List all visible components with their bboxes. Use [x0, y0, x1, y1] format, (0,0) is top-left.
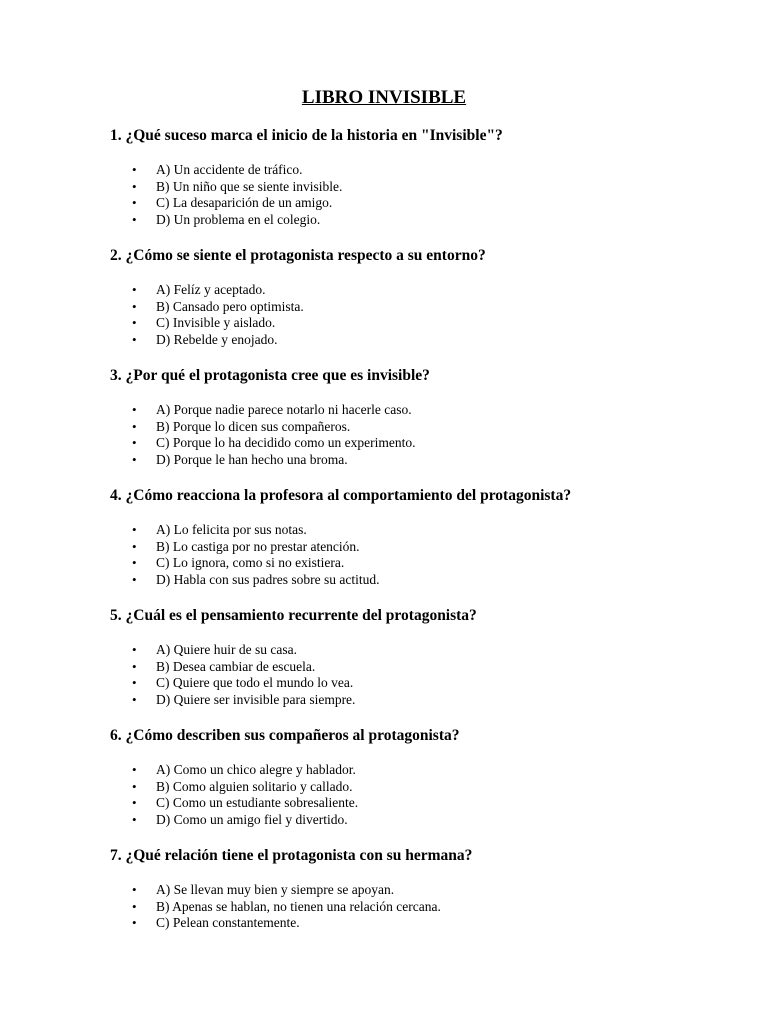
option-item: • D) Habla con sus padres sobre su actitud. [132, 572, 380, 588]
option-item: • B) Cansado pero optimista. [132, 298, 304, 314]
bullet-icon: • [132, 522, 137, 537]
question-text: 7. ¿Qué relación tiene el protagonista con su hermana? [110, 847, 473, 864]
bullet-icon: • [132, 555, 137, 571]
option-list [132, 162, 342, 229]
option-item: • C) Invisible y aislado. [132, 315, 276, 331]
option-item: • B) Desea cambiar de escuela. [132, 658, 316, 674]
page-title: LIBRO INVISIBLE [301, 87, 467, 108]
option-item: • D) Rebelde y enojado. [132, 332, 278, 348]
bullet-icon: • [132, 178, 137, 194]
bullet-icon: • [132, 195, 137, 211]
question-1 [110, 126, 503, 228]
bullet-icon: • [132, 778, 137, 794]
option-item: • C) Quiere que todo el mundo lo vea. [132, 675, 354, 691]
bullet-icon: • [132, 915, 137, 931]
bullet-icon: • [132, 452, 137, 468]
option-item: • A) Como un chico alegre y hablador. [132, 762, 356, 777]
option-item: • B) Porque lo dicen sus compañeros. [132, 418, 351, 434]
option-list [132, 762, 358, 829]
option-item: • C) La desaparición de un amigo. [132, 195, 333, 211]
option-item: • B) Lo castiga por no prestar atención. [132, 538, 360, 554]
bullet-icon: • [132, 572, 137, 588]
question-text: 5. ¿Cuál es el pensamiento recurrente del protagonista? [110, 607, 477, 624]
option-list [132, 522, 379, 589]
question-3 [110, 366, 430, 468]
question-text: 6. ¿Cómo describen sus compañeros al protagonista? [110, 727, 460, 744]
option-item: • B) Como alguien solitario y callado. [132, 778, 353, 794]
option-list [132, 642, 355, 709]
option-item: • D) Quiere ser invisible para siempre. [132, 692, 356, 708]
option-item: • A) Se llevan muy bien y siempre se apoyan. [132, 882, 395, 897]
option-item: • C) Porque lo ha decidido como un experimento. [132, 435, 416, 451]
bullet-icon: • [132, 812, 137, 828]
bullet-icon: • [132, 435, 137, 451]
bullet-icon: • [132, 418, 137, 434]
bullet-icon: • [132, 675, 137, 691]
question-5 [110, 606, 477, 708]
bullet-icon: • [132, 402, 137, 417]
option-item: • B) Apenas se hablan, no tienen una relación cercana. [132, 898, 441, 914]
option-item: • D) Porque le han hecho una broma. [132, 452, 348, 468]
question-2 [110, 246, 486, 348]
option-item: • A) Porque nadie parece notarlo ni hacerle caso. [132, 402, 412, 417]
bullet-icon: • [132, 898, 137, 914]
bullet-icon: • [132, 882, 137, 897]
question-4 [110, 486, 572, 588]
option-item: • A) Quiere huir de su casa. [132, 642, 297, 657]
option-list [132, 402, 415, 469]
question-text: 1. ¿Qué suceso marca el inicio de la historia en "Invisible"? [110, 127, 503, 144]
question-text: 3. ¿Por qué el protagonista cree que es invisible? [110, 367, 430, 384]
bullet-icon: • [132, 212, 137, 228]
option-item: • A) Felíz y aceptado. [132, 282, 266, 297]
bullet-icon: • [132, 332, 137, 348]
option-item: • C) Lo ignora, como si no existiera. [132, 555, 345, 571]
bullet-icon: • [132, 658, 137, 674]
option-item: • C) Como un estudiante sobresaliente. [132, 795, 359, 811]
option-item: • D) Un problema en el colegio. [132, 212, 321, 228]
bullet-icon: • [132, 762, 137, 777]
bullet-icon: • [132, 538, 137, 554]
bullet-icon: • [132, 642, 137, 657]
option-item: • B) Un niño que se siente invisible. [132, 178, 343, 194]
option-list [132, 282, 304, 349]
option-item: • A) Lo felicita por sus notas. [132, 522, 307, 537]
question-text: 4. ¿Cómo reacciona la profesora al comportamiento del protagonista? [110, 487, 572, 504]
option-item: • D) Como un amigo fiel y divertido. [132, 812, 348, 828]
question-text: 2. ¿Cómo se siente el protagonista respecto a su entorno? [110, 247, 486, 264]
bullet-icon: • [132, 692, 137, 708]
bullet-icon: • [132, 298, 137, 314]
question-7 [110, 846, 473, 931]
bullet-icon: • [132, 162, 137, 177]
bullet-icon: • [132, 282, 137, 297]
question-6 [110, 726, 460, 828]
bullet-icon: • [132, 795, 137, 811]
option-list [132, 882, 441, 932]
option-item: • A) Un accidente de tráfico. [132, 162, 303, 177]
option-item: • C) Pelean constantemente. [132, 915, 300, 931]
bullet-icon: • [132, 315, 137, 331]
